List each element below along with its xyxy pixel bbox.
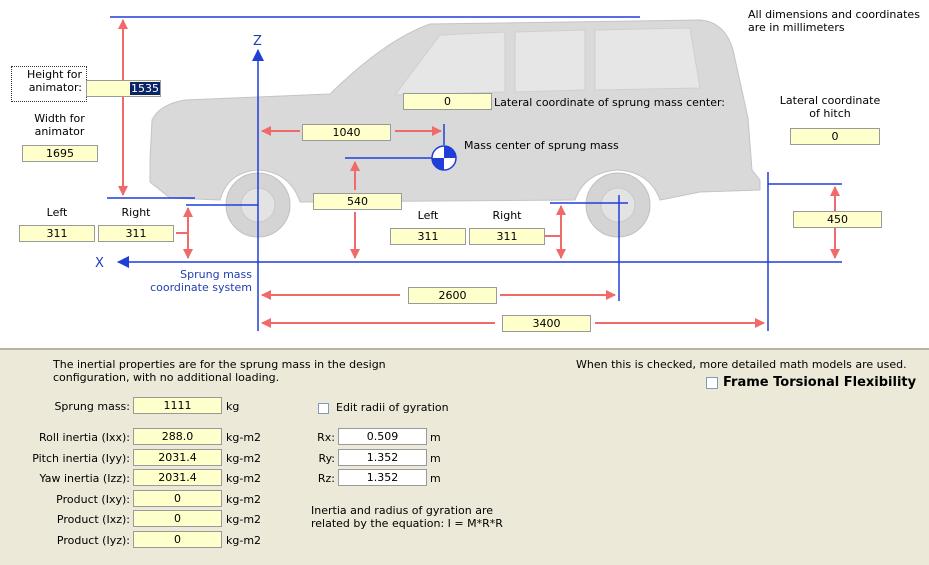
cg-height-input[interactable]: 540 [313,193,402,210]
edit-radii-label: Edit radii of gyration [336,401,449,414]
front-track-right-input[interactable]: 311 [98,225,174,242]
product-iyz-unit: kg-m2 [226,534,262,547]
wheelbase-input[interactable]: 2600 [408,287,497,304]
roll-inertia-unit: kg-m2 [226,431,262,444]
inertia-note: The inertial properties are for the sprung mass in the design configuration, with no additional loading. [53,358,386,384]
rx-label: Rx: [317,431,335,444]
hitch-x-input[interactable]: 3400 [502,315,591,332]
rz-label: Rz: [317,472,335,485]
sprung-mass-label: Sprung mass: [54,400,130,413]
product-ixy-label: Product (Ixy): [56,493,130,506]
pitch-inertia-input[interactable]: 2031.4 [133,449,222,466]
sprung-mass-cs-label: Sprung mass coordinate system [150,268,252,294]
product-ixy-input[interactable]: 0 [133,490,222,507]
x-axis-label: X [95,256,104,271]
product-ixz-input[interactable]: 0 [133,510,222,527]
roll-inertia-label: Roll inertia (Ixx): [39,431,130,444]
units-note: All dimensions and coordinates are in millimeters [748,8,920,34]
hitch-height-input[interactable]: 450 [793,211,882,228]
yaw-inertia-input[interactable]: 2031.4 [133,469,222,486]
height-animator-value: 1535 [131,82,159,95]
frame-flex-checkbox[interactable] [706,377,718,389]
product-iyz-label: Product (Iyz): [56,534,130,547]
sprung-mass-unit: kg [226,400,240,413]
width-animator-input[interactable]: 1695 [22,145,98,162]
ry-unit: m [430,452,441,465]
yaw-inertia-unit: kg-m2 [226,472,262,485]
pitch-inertia-unit: kg-m2 [226,452,262,465]
cg-x-input[interactable]: 1040 [302,124,391,141]
lateral-cg-input[interactable]: 0 [403,93,492,110]
vehicle-windows [395,28,700,95]
edit-radii-checkbox[interactable] [318,403,329,414]
rear-track-right-input[interactable]: 311 [469,228,545,245]
product-ixz-label: Product (Ixz): [56,513,130,526]
gyration-note: Inertia and radius of gyration are related by the equation: I = M*R*R [311,504,503,530]
yaw-inertia-label: Yaw inertia (Izz): [39,472,130,485]
rear-left-label: Left [417,209,439,222]
lateral-hitch-label: Lateral coordinate of hitch [779,94,881,120]
frame-flex-label: Frame Torsional Flexibility [723,375,917,390]
rz-input[interactable]: 1.352 [338,469,427,486]
product-ixz-unit: kg-m2 [226,513,262,526]
height-animator-input[interactable] [86,80,161,97]
front-left-label: Left [46,206,68,219]
rx-unit: m [430,431,441,444]
ry-input[interactable]: 1.352 [338,449,427,466]
height-animator-label: Height for animator: [27,68,82,94]
front-track-left-input[interactable]: 311 [19,225,95,242]
rx-input[interactable]: 0.509 [338,428,427,445]
width-animator-label: Width for animator [34,112,85,138]
z-axis-label: Z [253,34,262,49]
sprung-mass-input[interactable]: 1111 [133,397,222,414]
product-ixy-unit: kg-m2 [226,493,262,506]
front-right-label: Right [121,206,151,219]
rear-right-label: Right [492,209,522,222]
rear-track-left-input[interactable]: 311 [390,228,466,245]
lateral-hitch-input[interactable]: 0 [790,128,880,145]
product-iyz-input[interactable]: 0 [133,531,222,548]
pitch-inertia-label: Pitch inertia (Iyy): [32,452,130,465]
frame-note: When this is checked, more detailed math models are used. [576,358,907,371]
roll-inertia-input[interactable]: 288.0 [133,428,222,445]
lateral-cg-label: Lateral coordinate of sprung mass center: [494,96,726,109]
mass-center-label: Mass center of sprung mass [464,139,619,152]
ry-label: Ry: [318,452,335,465]
rz-unit: m [430,472,441,485]
mass-center-symbol [432,146,456,170]
